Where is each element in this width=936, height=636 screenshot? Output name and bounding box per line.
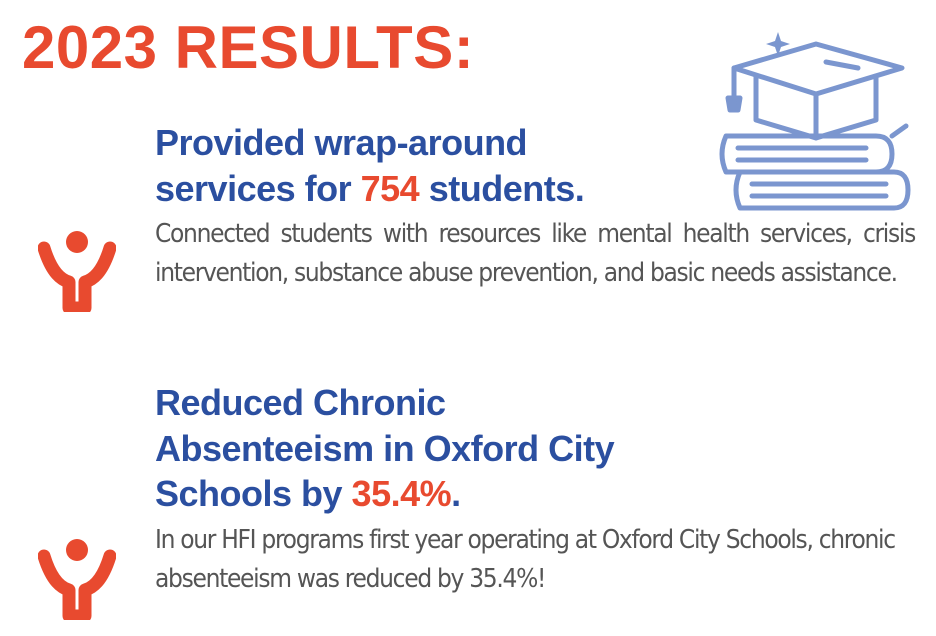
person-arms-raised-icon [38, 228, 116, 312]
page-title: 2023 RESULTS: [22, 14, 475, 81]
headline-line: . [451, 473, 461, 515]
result-services [155, 120, 915, 293]
headline-line: services for [155, 167, 361, 209]
highlight-number: 35.4% [351, 473, 452, 515]
highlight-number: 754 [360, 167, 420, 209]
headline-line: students. [419, 167, 585, 209]
headline-line: Provided wrap-around [155, 122, 528, 163]
headline-line: Absenteeism in Oxford City [155, 427, 615, 469]
headline-line: Reduced Chronic [155, 382, 446, 423]
result-headline [155, 380, 915, 517]
result-description: Connected students with resources like mental health services, crisis intervention, substance abuse prevention, and basic needs assistance. [155, 219, 915, 289]
result-absenteeism [155, 380, 915, 599]
headline-line: Schools by [155, 473, 352, 515]
person-arms-raised-icon [38, 536, 116, 620]
result-headline [155, 120, 915, 211]
result-description: In our HFI programs first year operating at Oxford City Schools, chronic absenteeism was reduced by 35.4%! [155, 525, 895, 595]
